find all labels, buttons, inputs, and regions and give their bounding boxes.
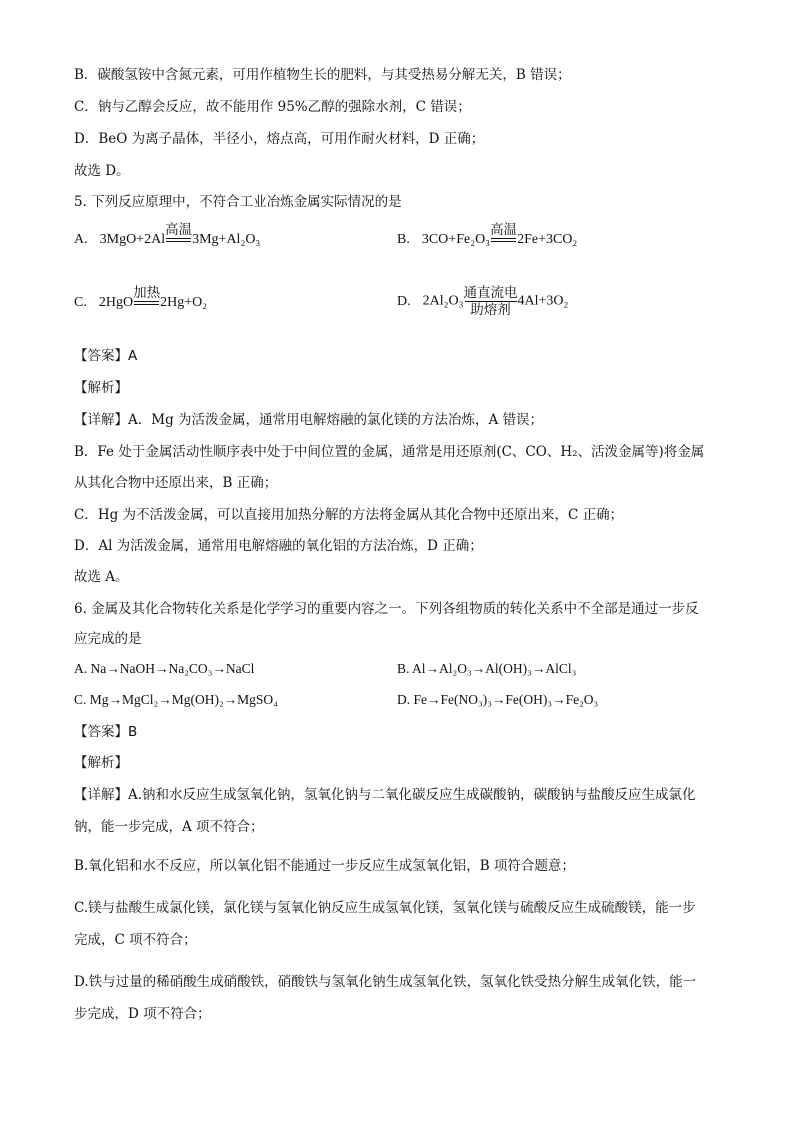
q5-detail-c: C．Hg 为不活泼金属，可以直接用加热分解的方法将金属从其化合物中还原出来，C 正确； [74, 507, 624, 523]
products: 2Hg+O₂ [160, 295, 208, 311]
q6-detail-b: B.氧化铝和水不反应，所以氧化铝不能通过一步反应生成氢氧化铝，B 项符合题意； [74, 858, 575, 874]
option-label: A. [74, 232, 88, 248]
q5-detail-a: 【详解】A．Mg 为活泼金属，通常用电解熔融的氯化镁的方法冶炼，A 错误； [74, 412, 544, 428]
q5-detail-b-line2: 从其化合物中还原出来，B 正确； [74, 475, 278, 491]
q6-detail-c-line2: 完成，C 项不符合； [74, 932, 197, 948]
reaction-condition: 加热 [133, 285, 160, 321]
q5-detail-b-line1: B．Fe 处于金属活动性顺序表中处于中间位置的金属，通常是用还原剂(C、CO、H₂、活泼金属等)将金属 [74, 444, 705, 460]
q6-detail-c-line1: C.镁与盐酸生成氯化镁，氯化镁与氢氧化钠反应生成氢氧化镁，氢氧化镁与硫酸反应生成硫酸镁，能一步 [74, 900, 696, 916]
q4-option-c-explanation: C．钠与乙醇会反应，故不能用作 95%乙醇的强除水剂，C 错误； [74, 99, 471, 115]
products: 2Fe+3CO₂ [517, 232, 578, 248]
q4-conclusion: 故选 D。 [74, 163, 130, 179]
q5-answer: 【答案】A [74, 348, 138, 364]
q5-analysis-heading: 【解析】 [74, 380, 128, 396]
q4-option-d-explanation: D．BeO 为离子晶体，半径小，熔点高，可用作耐火材料，D 正确； [74, 131, 485, 147]
q6-analysis-heading: 【解析】 [74, 755, 128, 771]
option-label: B. [397, 232, 410, 248]
q5-stem: 5. 下列反应原理中，不符合工业冶炼金属实际情况的是 [74, 194, 402, 210]
reaction-condition: 高温 [490, 222, 517, 258]
q5-option-d [397, 285, 568, 318]
q5-option-c [74, 285, 207, 321]
q6-option-d: D. Fe→Fe(NO₃)₃→Fe(OH)₃→Fe₂O₃ [397, 692, 599, 707]
q5-option-b [397, 222, 577, 258]
q6-detail-a-line2: 钠，能一步完成，A 项不符合； [74, 819, 264, 835]
q6-detail-a-line1: 【详解】A.钠和水反应生成氢氧化钠，氢氧化钠与二氧化碳反应生成碳酸钠，碳酸钠与盐酸反应生成氯化 [74, 787, 696, 803]
products: 3Mg+Al₂O₃ [192, 232, 261, 248]
q6-detail-d-line2: 步完成，D 项不符合； [74, 1006, 211, 1022]
q4-option-b-explanation: B．碳酸氢铵中含氮元素，可用作植物生长的肥料，与其受热易分解无关，B 错误； [74, 67, 571, 83]
q6-option-c: C. Mg→MgCl₂→Mg(OH)₂→MgSO₄ [74, 692, 278, 707]
q6-option-b: B. Al→Al₂O₃→Al(OH)₃→AlCl₃ [397, 661, 577, 676]
q6-answer: 【答案】B [74, 724, 138, 740]
reactants: 3CO+Fe₂O₃ [421, 232, 491, 248]
q6-stem-line1: 6. 金属及其化合物转化关系是化学学习的重要内容之一。下列各组物质的转化关系中不全部是通过一步反 [74, 601, 699, 617]
reactants: 3MgO+2Al [99, 232, 166, 248]
reactants: 2Al₂O₃ [422, 293, 464, 309]
q5-detail-d: D．Al 为活泼金属，通常用电解熔融的氧化铝的方法冶炼，D 正确； [74, 538, 483, 554]
products: 4Al+3O₂ [517, 293, 569, 309]
q5-conclusion: 故选 A。 [74, 569, 129, 585]
q5-option-a [74, 222, 260, 258]
q6-stem-line2: 应完成的是 [74, 631, 142, 647]
option-label: D. [397, 293, 411, 309]
reaction-condition: 高温 [165, 222, 192, 258]
q6-option-a: A. Na→NaOH→Na₂CO₃→NaCl [74, 661, 255, 676]
reactants: 2HgO [98, 295, 134, 311]
q6-detail-d-line1: D.铁与过量的稀硝酸生成硝酸铁，硝酸铁与氢氧化钠生成氢氧化铁，氢氧化铁受热分解生成氧化铁，能一 [74, 974, 697, 990]
reaction-condition: 通直流电 助熔剂 [463, 285, 518, 318]
option-label: C. [74, 295, 87, 311]
